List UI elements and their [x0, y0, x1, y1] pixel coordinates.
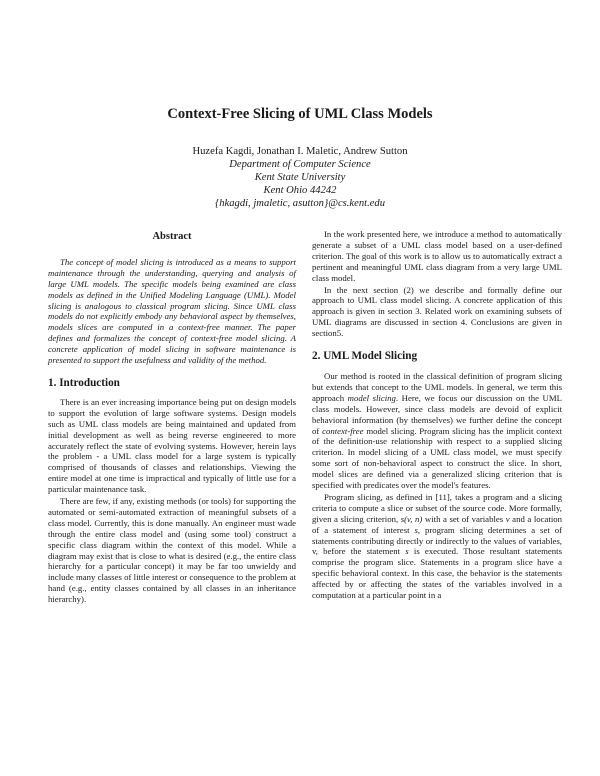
abstract-text: The concept of model slicing is introduced as a means to support maintenance through the understanding, querying and analysis of large UML models. The specific models being examined are class models as defined in the Unified Modeling Language (UML). Model slicing is analogous to classical program slicing. Since UML class models do not explicitly embody any behavioral aspect by themselves, models slices are computed in a context-free manner. The paper defines and formalizes the concept of context-free model slicing. A concrete application of model slicing in software maintenance is presented to support the usefulness and validity of the method.	[48, 256, 296, 366]
text-run: is executed. Those resultant statements comprise the program slice. Statements in a program slice have a specific behavioral context. In this case, the behavior is the statements affected by or affecting the states of the variables involved in a computation at a particular point in a	[312, 546, 563, 601]
right-column	[312, 229, 562, 601]
paper-title: Context-Free Slicing of UML Class Models	[167, 106, 433, 122]
author-emails: {hkagdi, jmaletic, asutton}@cs.kent.edu	[214, 198, 386, 209]
math-variable-v: v	[505, 513, 510, 524]
left-column	[48, 232, 296, 605]
math-criterion: s(v, n)	[400, 513, 423, 524]
text-run: Our method is rooted in the classical definition of program slicing but extends that concept to the UML models. In general, we term this approach	[312, 370, 562, 403]
term-context-free: context-free	[322, 425, 364, 436]
intro-paragraph-2: There are few, if any, existing methods (or tools) for supporting the automated or semi-automated extraction of meaningful subsets of a class model. Currently, this is done manually. An engineer must wade through the entire class model and (using some tool) construct a specific class diagram within the context of this model. While a diagram may exist that is close to what is desired (e.g., the entire class hierarchy for a particular concept) it may be far too unwieldy and include many classes of little interest or consequence to the problem at hand (e.g., entity classes contained by all classes in an inheritance hierarchy).	[48, 496, 296, 605]
abstract-section	[48, 232, 296, 366]
text-run: model slicing. Program slicing has the implicit context of the definition-use relationship with respect to a supplied slicing criterion. In model slicing of a UML class model, we must specify some sort of non-behavioral aspect to construct the slice. In short, model slices are defined via a generalized slicing criterion that is specified with predicates over the model's features.	[312, 425, 562, 491]
text-run: Program slicing, as defined in [11], takes a program and a slicing criteria to compute a slice or subset of the source code. More formally, given a slicing criterion,	[312, 491, 562, 524]
location: Kent Ohio 44242	[263, 185, 337, 196]
university: Kent State University	[254, 172, 346, 183]
abstract-heading: Abstract	[152, 231, 192, 242]
right-paragraph-2: In the next section (2) we describe and formally define our approach to UML class model slicing. A concrete application of this approach is given in section 3. Related work on examining subsets of UML diagrams are discussed in section 4. Conclusions are given in section5.	[312, 284, 562, 339]
text-run: , program slicing determines a set of statements contributing directly or indirectly to the values of variables, v, before the statement	[312, 524, 563, 557]
department: Department of Computer Science	[229, 159, 371, 170]
slicing-paragraph-2	[312, 492, 562, 601]
text-run: with a set of variables	[422, 513, 506, 524]
section-heading-uml-model-slicing: 2. UML Model Slicing	[312, 350, 418, 363]
text-run: and a location of a statement of interest	[312, 513, 563, 535]
section-heading-introduction: 1. Introduction	[48, 376, 120, 389]
intro-paragraph-1: There is an ever increasing importance being put on design models to support the evolution of large software systems. Design models such as UML class models are being maintained and updated from initial development as well as being reverse engineered to more accurately reflect the state of evolving systems. However, herein lays the problem - a UML class model for a large system is typically comprised of thousands of classes and relationships. Viewing the entire model at one time is impractical and typically of little use for a particular maintenance task.	[48, 396, 296, 495]
slicing-paragraph-1	[312, 371, 562, 491]
term-model-slicing: model slicing	[347, 392, 396, 403]
author-block	[0, 145, 600, 210]
text-run: . Here, we focus our discussion on the UML class models. However, since class models are devoid of explicit behavioral information (by themselves) we further define the concept of	[312, 392, 562, 436]
math-statement-s: s	[414, 524, 418, 535]
author-names: Huzefa Kagdi, Jonathan I. Maletic, Andrew Sutton	[192, 146, 408, 157]
math-statement-s: s	[405, 546, 409, 557]
right-paragraph-1: In the work presented here, we introduce a method to automatically generate a subset of a UML class model based on a user-defined criterion. The goal of this work is to allow us to automatically extract a pertinent and meaningful UML class diagram from a very large UML class model.	[312, 229, 562, 283]
